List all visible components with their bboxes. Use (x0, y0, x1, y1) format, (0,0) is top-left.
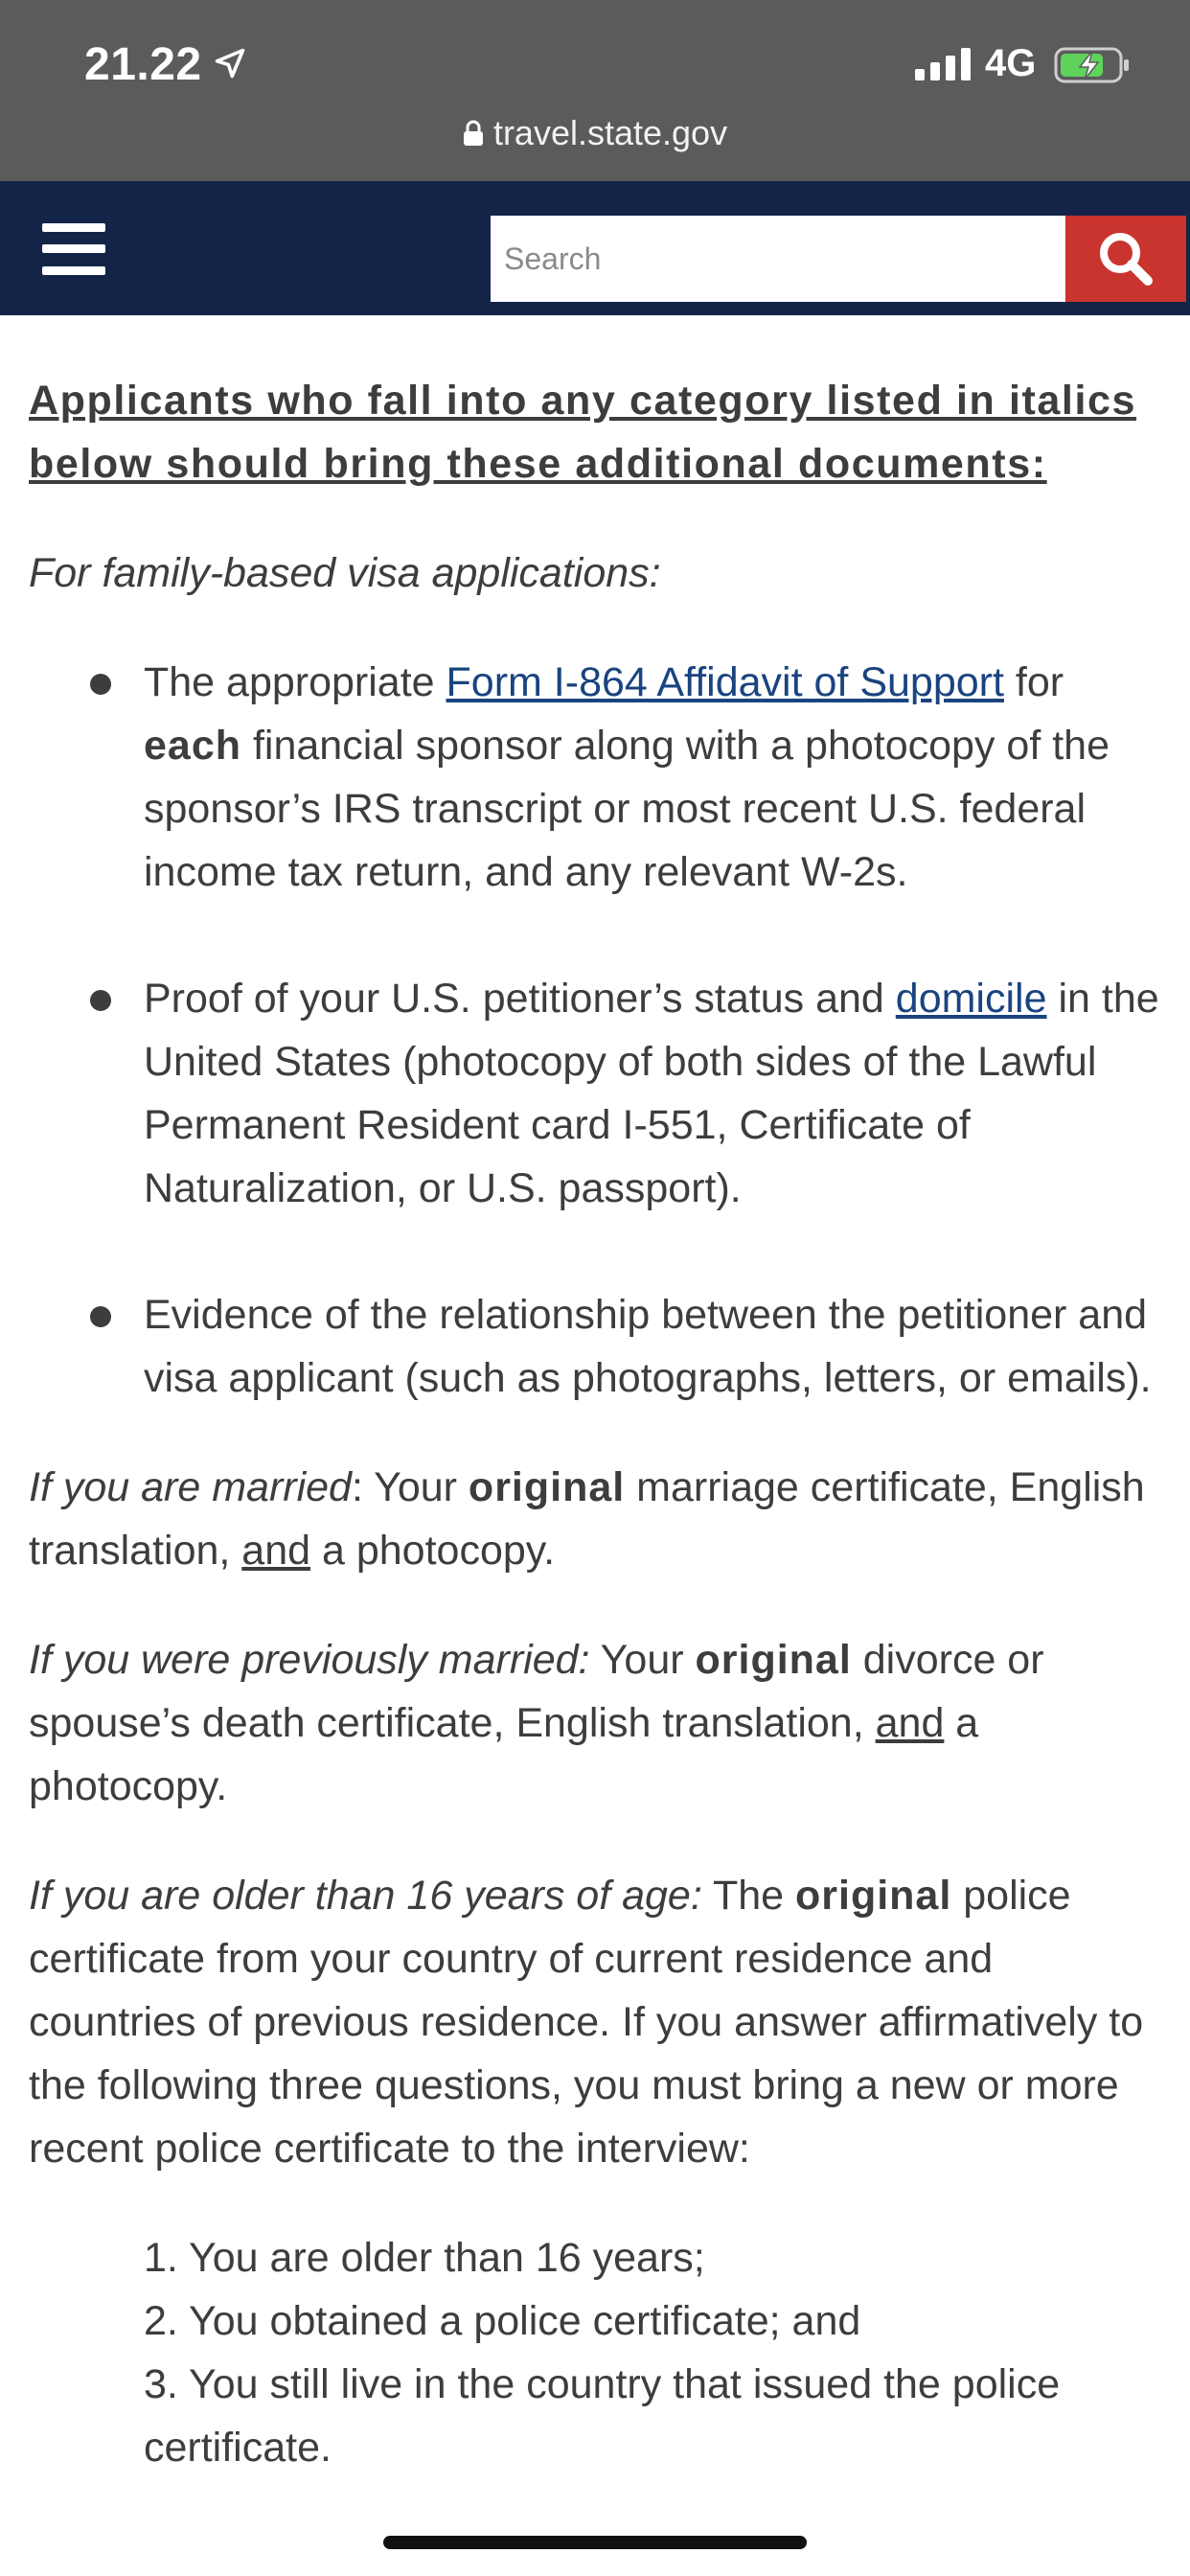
list-item: The appropriate Form I-864 Affidavit of Support for each financial sponsor along with a photocopy of the sponsor’s IRS transcript or most recent U.S. federal income tax return, and any relevant W-2s. (29, 651, 1159, 904)
location-arrow-icon (213, 46, 247, 80)
older-than-16-paragraph: If you are older than 16 years of age: The original police certificate from your country of current residence and countries of previous residence. If you answer affirmatively to the following three questions, you must bring a new or more recent police certificate to the interview: (29, 1873, 1144, 2172)
family-visa-heading: For family-based visa applications: (29, 550, 661, 596)
cellular-signal-icon (915, 48, 971, 80)
police-certificate-questions (29, 2226, 1159, 2479)
family-documents-list (29, 651, 1159, 1410)
list-item: 3. You still live in the country that issued the police certificate. (144, 2361, 1061, 2471)
status-bar (0, 0, 1190, 181)
list-item: Evidence of the relationship between the petitioner and visa applicant (such as photographs, letters, or emails). (29, 1283, 1159, 1410)
documents-intro-heading: Applicants who fall into any category listed in italics below should bring these additional documents: (29, 378, 1137, 487)
hamburger-menu-icon[interactable] (42, 223, 105, 275)
site-header (0, 181, 1190, 315)
bullet-icon (90, 1306, 111, 1327)
lock-icon (463, 120, 484, 147)
list-item: 1. You are older than 16 years; (144, 2235, 705, 2281)
married-paragraph: If you are married: Your original marriage certificate, English translation, and a photocopy. (29, 1464, 1145, 1574)
bullet-icon (90, 990, 111, 1011)
search-input[interactable] (491, 216, 1065, 302)
url-bar[interactable] (0, 113, 1190, 153)
list-item: Proof of your U.S. petitioner’s status and domicile in the United States (photocopy of both sides of the Lawful Permanent Resident card I-551, Certificate of Naturalization, or U.S. passport). (29, 967, 1159, 1220)
search-icon (1096, 229, 1156, 288)
search-button[interactable] (1065, 216, 1186, 302)
status-time: 21.22 (84, 39, 202, 90)
network-type: 4G (985, 42, 1037, 84)
list-item: 2. You obtained a police certificate; and (144, 2298, 861, 2344)
page-content (29, 315, 1159, 2479)
url-text: travel.state.gov (492, 113, 728, 152)
previously-married-paragraph: If you were previously married: Your original divorce or spouse’s death certificate, English translation, and a photocopy. (29, 1637, 1044, 1809)
domicile-link[interactable]: domicile (895, 976, 1047, 1022)
bullet-icon (90, 674, 111, 695)
home-indicator[interactable] (383, 2536, 807, 2549)
battery-charging-icon (1054, 46, 1131, 84)
form-i864-link[interactable]: Form I-864 Affidavit of Support (446, 659, 1004, 705)
